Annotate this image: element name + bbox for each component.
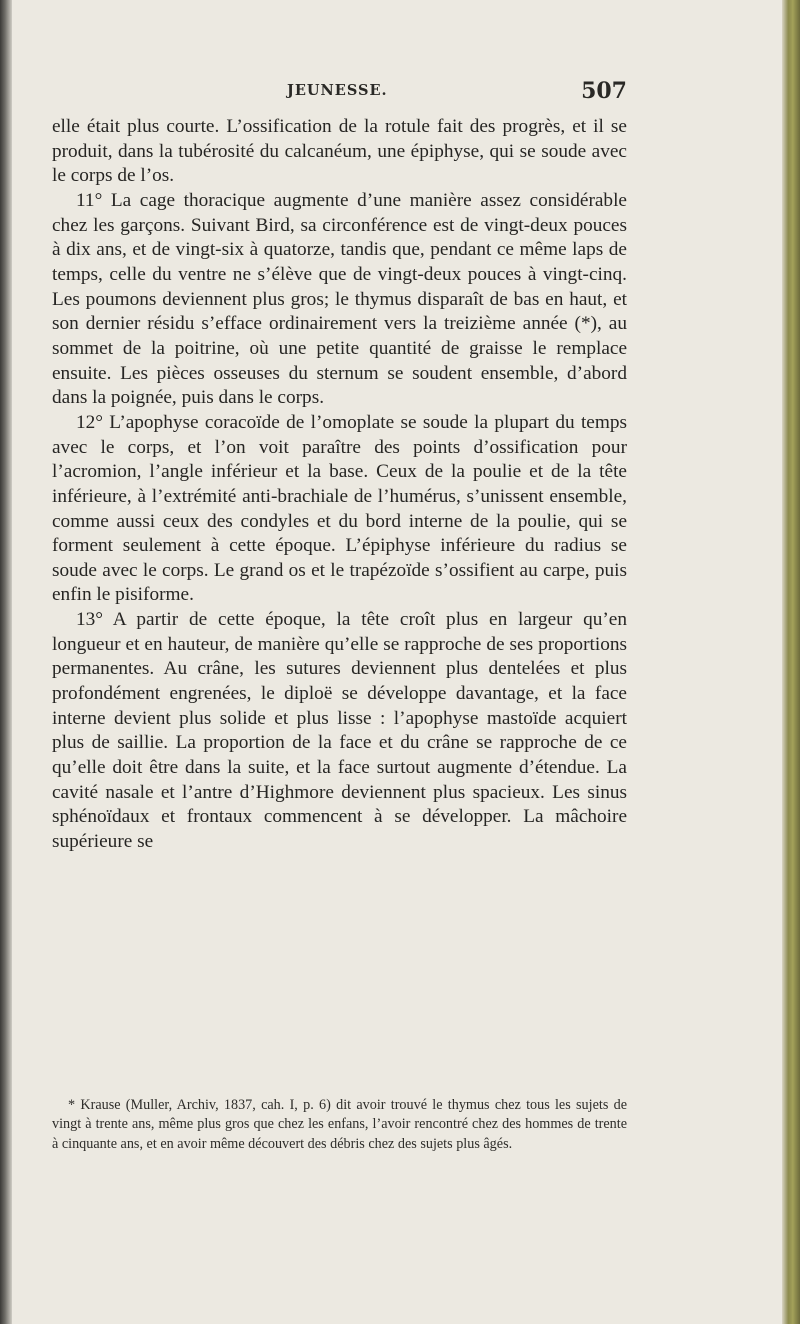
footnote	[52, 1096, 627, 1154]
paragraph-11-thoracic-cage: 11° La cage thoracique augmente d’une manière assez considérable chez les garçons. Suivant Bird, sa circonférence est de vingt-deux pouces à dix ans, et de vingt-six à quatorze, tandis que, pendant ce même laps de temps, celle du ventre ne s’élève que de vingt-deux pouces à vingt-cinq. Les poumons deviennent plus gros; le thymus disparaît de bas en haut, et son dernier résidu s’efface ordinairement vers la treizième année (*), au sommet de la poitrine, où une petite quantité de graisse le remplace ensuite. Les pièces osseuses du sternum se soudent ensemble, d’abord dans la poignée, puis dans le corps.	[52, 189, 627, 409]
paragraph-12-coracoid-apophysis: 12° L’apophyse coracoïde de l’omoplate se soude la plupart du temps avec le corps, et l’on voit paraître des points d’ossification pour l’acromion, l’angle inférieur et la base. Ceux de la poulie et de la tête inférieure, à l’extrémité anti-brachiale de l’humérus, s’unissent ensemble, comme aussi ceux des condyles et du bord interne de la poulie, qui se forment seulement à cette époque. L’épiphyse inférieure du radius se soude avec le corps. Le grand os et le trapézoïde s’ossifient au carpe, puis enfin le pisiforme.	[52, 411, 627, 606]
footnote-text: * Krause (Muller, Archiv, 1837, cah. I, p. 6) dit avoir trouvé le thymus chez tous les sujets de vingt à trente ans, même plus gros que chez les enfans, l’avoir rencontré chez des hommes de trente à cinquante ans, et en avoir même découvert des débris chez des sujets plus âgés.	[52, 1097, 627, 1152]
paragraph-continuation: elle était plus courte. L’ossification de la rotule fait des progrès, et il se produit, dans la tubérosité du calcanéum, une épiphyse, qui se soude avec le corps de l’os.	[52, 116, 627, 187]
body-text	[52, 115, 627, 855]
book-binding-edge	[0, 0, 12, 1324]
page-stack-edge	[782, 0, 800, 1324]
running-title: JEUNESSE.	[287, 82, 388, 99]
paragraph-13-head-growth: 13° A partir de cette époque, la tête croît plus en largeur qu’en longueur et en hauteur, de manière qu’elle se rapproche de ses proportions permanentes. Au crâne, les sutures deviennent plus dentelées et plus profondément engrenées, le diploë se développe davantage, et la face interne devient plus solide et plus lisse : l’apophyse mastoïde acquiert plus de saillie. La proportion de la face et du crâne se rapproche de ce qu’elle doit être dans la suite, et la face surtout augmente d’étendue. La cavité nasale et l’antre d’Highmore deviennent plus spacieux. Les sinus sphénoïdaux et frontaux commencent à se développer. La mâchoire supérieure se	[52, 609, 627, 853]
page-header	[52, 78, 627, 108]
page-number: 507	[581, 78, 627, 104]
